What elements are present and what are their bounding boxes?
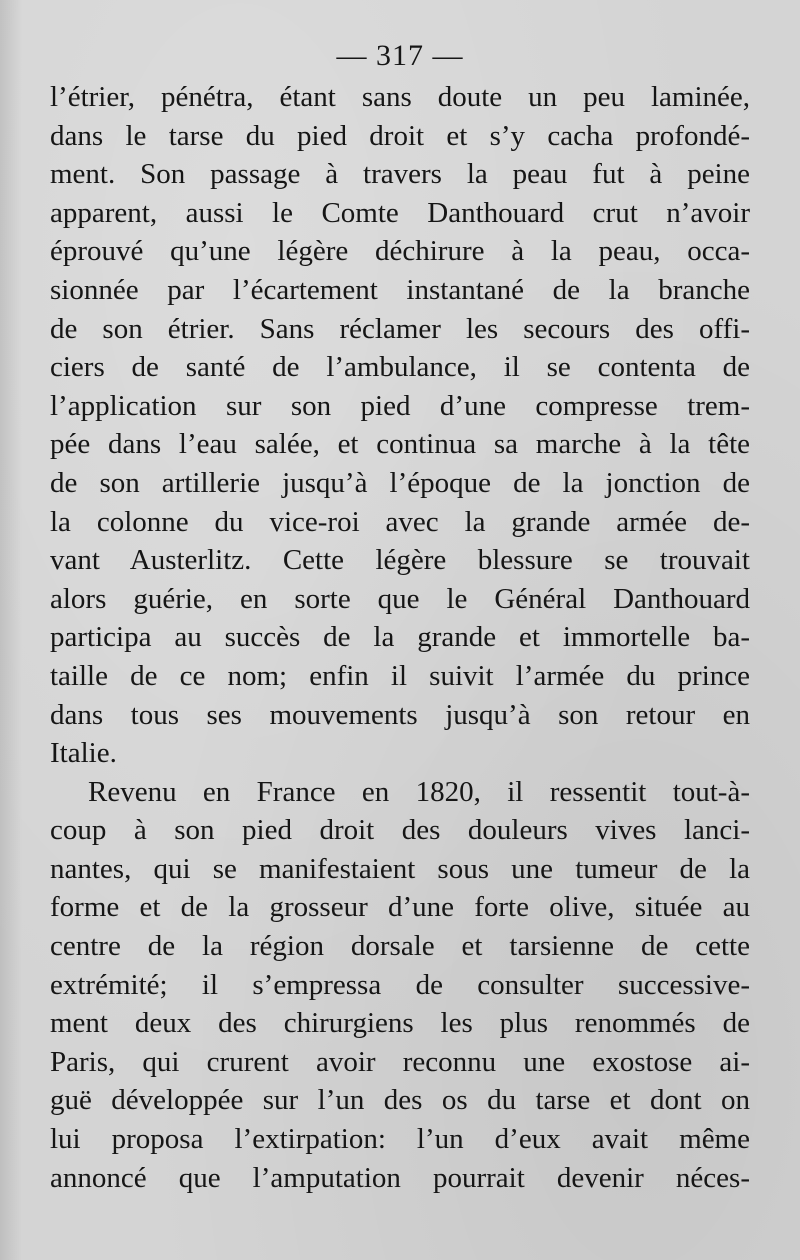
paragraph-2: [50, 773, 750, 1198]
text-line: apparent, aussi le Comte Danthouard crut n’avoir: [50, 196, 750, 229]
text-line: éprouvé qu’une légère déchirure à la peau, occa-: [50, 235, 750, 268]
page-body: [50, 78, 750, 1197]
text-line: forme et de la grosseur d’une forte olive, située au: [50, 891, 750, 924]
text-line: l’application sur son pied d’une compresse trem-: [50, 389, 750, 422]
text-line: centre de la région dorsale et tarsienne de cette: [50, 930, 750, 963]
text-line: Paris, qui crurent avoir reconnu une exostose ai-: [50, 1045, 750, 1078]
text-line: ciers de santé de l’ambulance, il se contenta de: [50, 351, 750, 384]
text-line: ment deux des chirurgiens les plus renommés de: [50, 1007, 750, 1040]
text-line: nantes, qui se manifestaient sous une tumeur de la: [50, 852, 750, 885]
text-line: de son artillerie jusqu’à l’époque de la jonction de: [50, 466, 750, 499]
text-line: guë développée sur l’un des os du tarse et dont on: [50, 1084, 750, 1117]
text-line: dans tous ses mouvements jusqu’à son retour en: [50, 698, 750, 731]
text-line: ment. Son passage à travers la peau fut à peine: [50, 158, 750, 191]
text-line: sionnée par l’écartement instantané de la branche: [50, 273, 750, 306]
text-line: l’étrier, pénétra, étant sans doute un peu laminée,: [50, 81, 750, 113]
text-line: de son étrier. Sans réclamer les secours des offi-: [50, 312, 750, 345]
text-line: extrémité; il s’empressa de consulter successive-: [50, 968, 750, 1001]
text-line: pée dans l’eau salée, et continua sa marche à la tête: [50, 428, 750, 461]
text-line: participa au succès de la grande et immortelle ba-: [50, 621, 750, 654]
text-line: alors guérie, en sorte que le Général Danthouard: [50, 582, 750, 615]
text-line: lui proposa l’extirpation: l’un d’eux avait même: [50, 1123, 750, 1156]
text-line: annoncé que l’amputation pourrait devenir néces-: [50, 1161, 750, 1194]
text-line: taille de ce nom; enfin il suivit l’armée du prince: [50, 659, 750, 692]
page-number: — 317 —: [336, 39, 464, 72]
text-line: la colonne du vice-roi avec la grande armée de-: [50, 505, 750, 538]
text-line: Revenu en France en 1820, il ressentit tout-à-: [88, 775, 750, 808]
text-line: coup à son pied droit des douleurs vives lanci-: [50, 814, 750, 847]
paragraph-1: [50, 78, 750, 773]
text-line: vant Austerlitz. Cette légère blessure se trouvait: [50, 544, 750, 577]
text-line: dans le tarse du pied droit et s’y cacha profondé-: [50, 119, 750, 152]
text-line: Italie.: [50, 737, 117, 770]
